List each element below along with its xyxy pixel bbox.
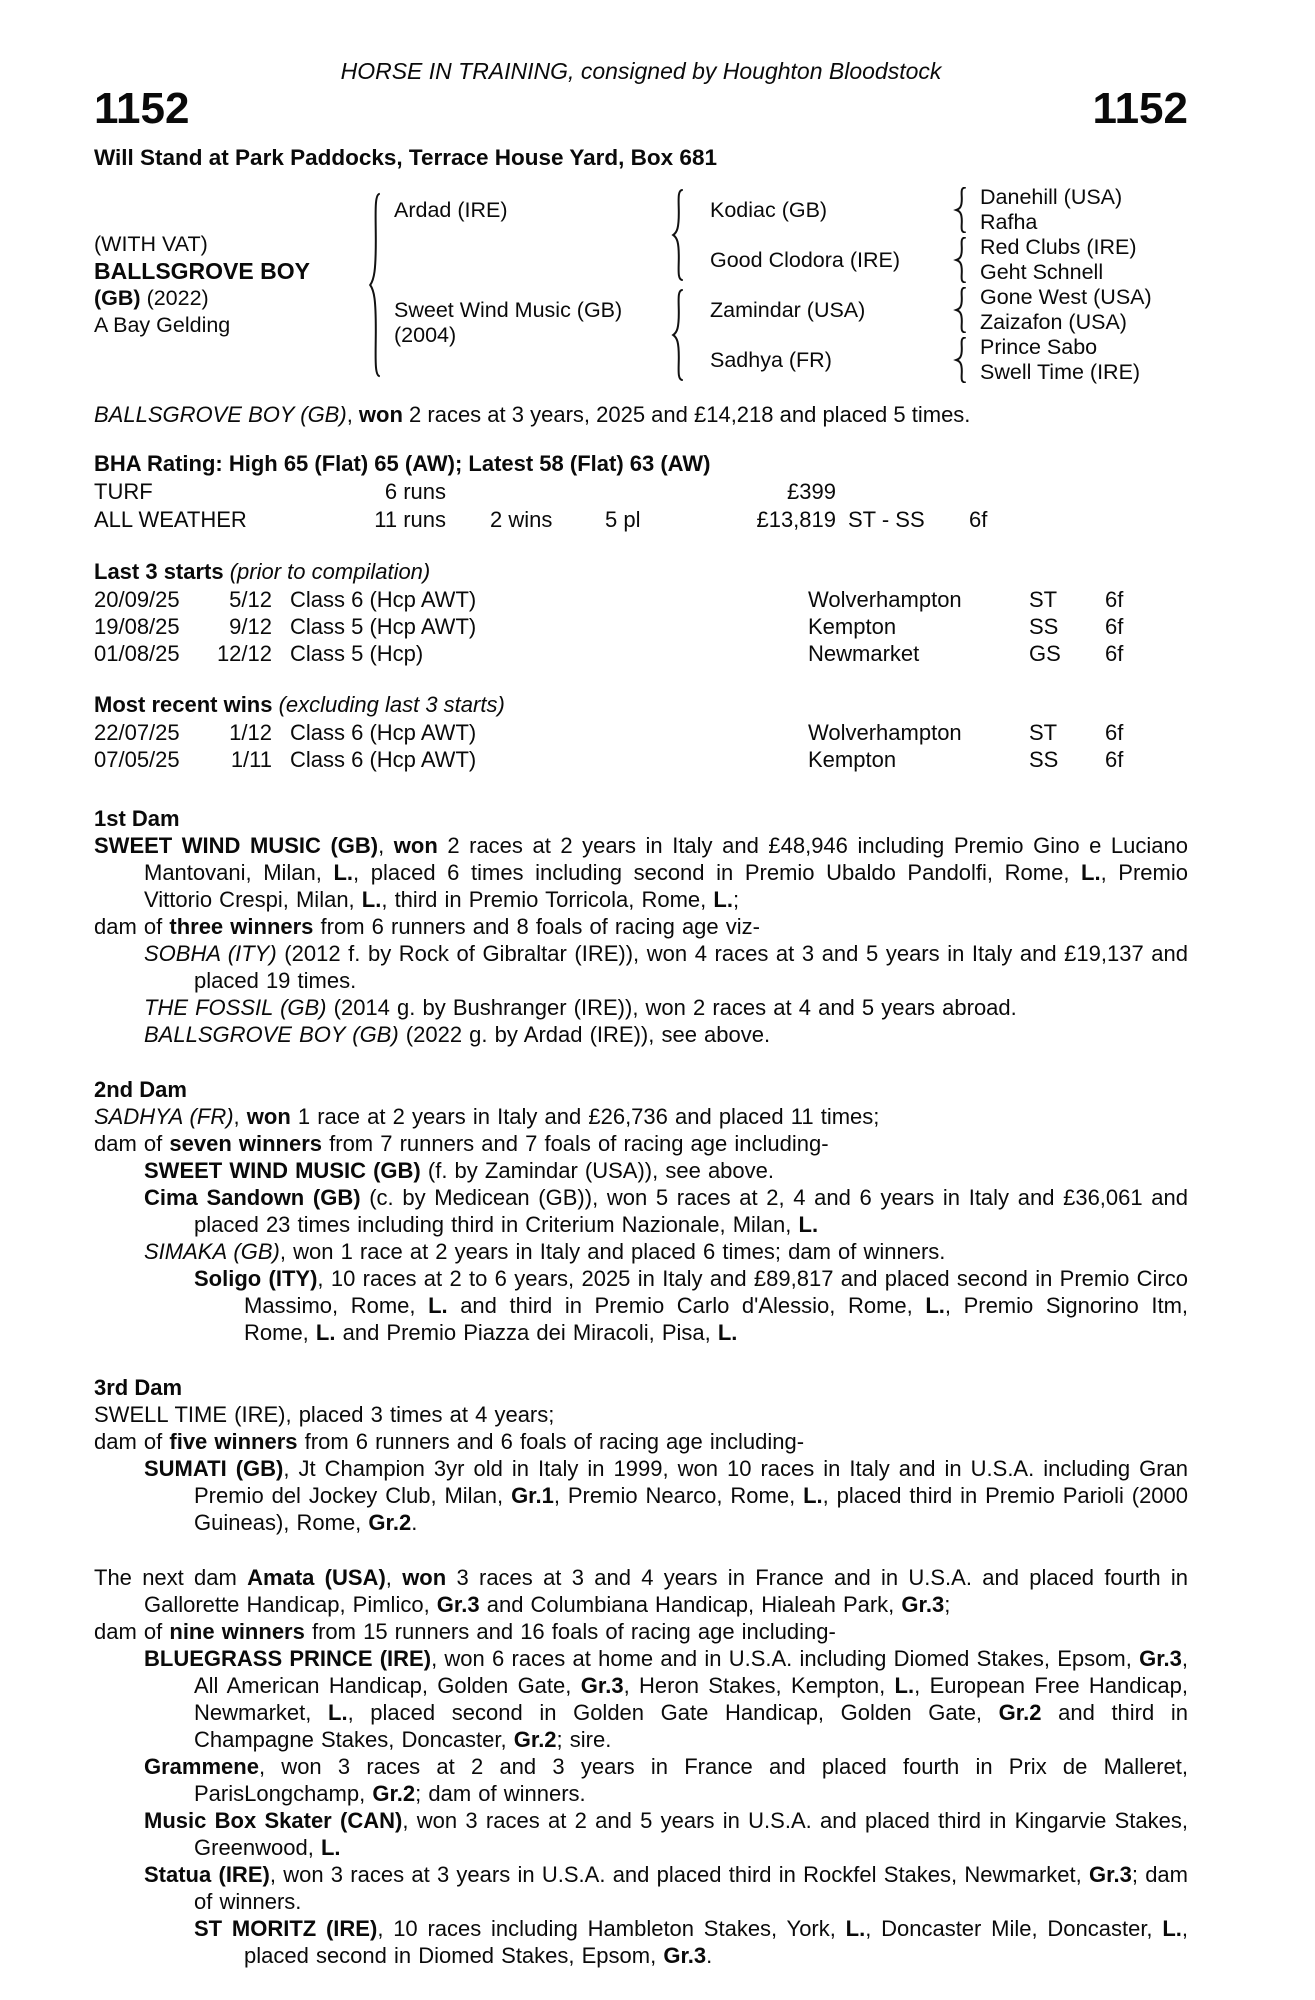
race-going: SS bbox=[1029, 614, 1059, 639]
dam-year: (2004) bbox=[394, 322, 457, 347]
pedigree-paragraph: Cima Sandown (GB) (c. by Medicean (GB)), won 5 races at 2, 4 and 6 years in Italy and £36,061 and placed 23 times including third in Criterium Nazionale, Milan, L. bbox=[144, 1185, 1188, 1237]
race-position: 1/12 bbox=[229, 720, 272, 745]
race-record-summary: BALLSGROVE BOY (GB), won 2 races at 3 years, 2025 and £14,218 and placed 5 times. bbox=[94, 402, 971, 427]
horse-suffix-year: (GB) (2022) bbox=[94, 286, 209, 310]
race-class: Class 6 (Hcp AWT) bbox=[290, 747, 477, 772]
race-class: Class 5 (Hcp) bbox=[290, 641, 424, 666]
subject-block bbox=[94, 185, 367, 385]
bha-rating-block bbox=[94, 450, 1188, 534]
most-recent-wins-table bbox=[94, 691, 1188, 773]
pedigree-paragraph: dam of five winners from 6 runners and 6 foals of racing age including- bbox=[94, 1429, 805, 1454]
first-dam-section bbox=[94, 805, 1188, 1048]
race-date: 07/05/25 bbox=[94, 747, 180, 772]
distance-value: 6f bbox=[969, 507, 988, 532]
race-going: SS bbox=[1029, 747, 1059, 772]
race-distance: 6f bbox=[1105, 747, 1124, 772]
race-position: 9/12 bbox=[229, 614, 272, 639]
pedigree-paragraph: dam of nine winners from 15 runners and 16 foals of racing age including- bbox=[94, 1619, 836, 1644]
dam-sire: Zamindar (USA) bbox=[710, 297, 866, 322]
dam-dam: Sadhya (FR) bbox=[710, 347, 832, 372]
race-course: Wolverhampton bbox=[808, 720, 962, 745]
dam-name: Sweet Wind Music (GB) bbox=[394, 297, 623, 322]
surface-label: TURF bbox=[94, 479, 153, 504]
brace-icon bbox=[367, 185, 394, 385]
pedigree-paragraph: Music Box Skater (CAN), won 3 races at 2 and 5 years in U.S.A. and placed third in Kingarvie Stakes, Greenwood, L. bbox=[144, 1808, 1188, 1860]
race-course: Wolverhampton bbox=[808, 587, 962, 612]
race-distance: 6f bbox=[1105, 720, 1124, 745]
pedigree-paragraph: THE FOSSIL (GB) (2014 g. by Bushranger (IRE)), won 2 races at 4 and 5 years abroad. bbox=[144, 995, 1017, 1020]
placed-value: 5 pl bbox=[605, 507, 641, 532]
race-class: Class 6 (Hcp AWT) bbox=[290, 720, 477, 745]
pedigree-paragraph: BALLSGROVE BOY (GB) (2022 g. by Ardad (IRE)), see above. bbox=[144, 1022, 771, 1047]
stat-row-all-weather bbox=[94, 506, 1188, 534]
lot-number-row bbox=[94, 86, 1188, 132]
race-going: ST bbox=[1029, 587, 1058, 612]
pedigree-paragraph: Soligo (ITY), 10 races at 2 to 6 years, 2025 in Italy and £89,817 and placed second in Premio Circo Massimo, Rome, L. and third in Premio Carlo d'Alessio, Rome, L., Premio Signorino Itm, Rome, L. and Premio Piazza dei Miracoli, Pisa, L. bbox=[194, 1266, 1189, 1345]
race-class: Class 6 (Hcp AWT) bbox=[290, 587, 477, 612]
last-3-starts-table bbox=[94, 558, 1188, 667]
gen3-name: Prince Sabo bbox=[980, 335, 1098, 359]
brace-icon bbox=[670, 185, 710, 285]
horse-name: BALLSGROVE BOY bbox=[94, 258, 310, 284]
pedigree-paragraph: BLUEGRASS PRINCE (IRE), won 6 races at home and in U.S.A. including Diomed Stakes, Epsom, Gr.3, All American Handicap, Golden Gate, Gr.3, Heron Stakes, Kempton, L., European Free Handicap, Newmarket, L., placed second in Golden Gate Handicap, Golden Gate, Gr.2 and third in Champagne Stakes, Doncaster, Gr.2; sire. bbox=[144, 1646, 1189, 1752]
pedigree-paragraph: SADHYA (FR), won 1 race at 2 years in Italy and £26,736 and placed 11 times; bbox=[94, 1104, 880, 1129]
race-date: 20/09/25 bbox=[94, 587, 180, 612]
bha-rating-heading: BHA Rating: High 65 (Flat) 65 (AW); Latest 58 (Flat) 63 (AW) bbox=[94, 451, 711, 476]
heading-note: (prior to compilation) bbox=[229, 559, 431, 584]
last-3-starts-heading: Last 3 starts (prior to compilation) bbox=[94, 559, 431, 584]
most-recent-wins-heading: Most recent wins (excluding last 3 starts) bbox=[94, 692, 505, 717]
race-row bbox=[94, 640, 1188, 667]
race-position: 12/12 bbox=[216, 641, 272, 666]
vat-note: (WITH VAT) bbox=[94, 232, 208, 256]
race-date: 22/07/25 bbox=[94, 720, 180, 745]
third-dam-section bbox=[94, 1374, 1188, 1536]
race-course: Kempton bbox=[808, 747, 897, 772]
horse-description: A Bay Gelding bbox=[94, 313, 231, 337]
section-heading: 3rd Dam bbox=[94, 1375, 183, 1400]
gen3-name: Swell Time (IRE) bbox=[980, 360, 1141, 384]
race-course: Kempton bbox=[808, 614, 897, 639]
pedigree-paragraph: Grammene, won 3 races at 2 and 3 years in France and placed fourth in Prix de Malleret, ParisLongchamp, Gr.2; dam of winners. bbox=[144, 1754, 1188, 1806]
pedigree-paragraph: SWELL TIME (IRE), placed 3 times at 4 years; bbox=[94, 1402, 555, 1427]
pedigree-paragraph: SWEET WIND MUSIC (GB) (f. by Zamindar (USA)), see above. bbox=[144, 1158, 774, 1183]
race-going: GS bbox=[1029, 641, 1061, 666]
race-row bbox=[94, 746, 1188, 773]
next-dam-section bbox=[94, 1564, 1188, 1969]
race-row bbox=[94, 719, 1188, 746]
brace-icon bbox=[670, 285, 710, 385]
pedigree-paragraph: dam of seven winners from 7 runners and 7 foals of racing age including- bbox=[94, 1131, 829, 1156]
prize-value: £399 bbox=[787, 479, 836, 504]
race-position: 5/12 bbox=[229, 587, 272, 612]
runs-value: 11 runs bbox=[374, 507, 446, 532]
runs-value: 6 runs bbox=[384, 479, 446, 504]
second-dam-section bbox=[94, 1076, 1188, 1346]
race-distance: 6f bbox=[1105, 641, 1124, 666]
pedigree-paragraph: SWEET WIND MUSIC (GB), won 2 races at 2 years in Italy and £48,946 including Premio Gino e Luciano Mantovani, Milan, L., placed 6 times including second in Premio Ubaldo Pandolfi, Rome, L., Premio Vittorio Crespi, Milan, L., third in Premio Torricola, Rome, L.; bbox=[94, 833, 1188, 912]
gen3-name: Rafha bbox=[980, 210, 1038, 234]
pedigree-paragraph: dam of three winners from 6 runners and 8 foals of racing age viz- bbox=[94, 914, 760, 939]
sire-name: Ardad (IRE) bbox=[394, 197, 508, 222]
race-position: 1/11 bbox=[230, 747, 272, 772]
race-date: 19/08/25 bbox=[94, 614, 180, 639]
pedigree-paragraph: ST MORITZ (IRE), 10 races including Hambleton Stakes, York, L., Doncaster Mile, Doncaster, L., placed second in Diomed Stakes, Epsom, Gr.3. bbox=[194, 1916, 1188, 1968]
stat-row-turf bbox=[94, 478, 1188, 506]
pedigree-paragraph: SIMAKA (GB), won 1 race at 2 years in Italy and placed 6 times; dam of winners. bbox=[144, 1239, 946, 1264]
brace-icon bbox=[953, 185, 980, 235]
gen3-name: Danehill (USA) bbox=[980, 185, 1123, 209]
gen3-name: Red Clubs (IRE) bbox=[980, 235, 1137, 259]
pedigree-paragraph: SOBHA (ITY) (2012 f. by Rock of Gibraltar (IRE)), won 4 races at 3 and 5 years in Italy and £19,137 and placed 19 times. bbox=[144, 941, 1189, 993]
lot-number-right: 1152 bbox=[1092, 84, 1188, 133]
race-distance: 6f bbox=[1105, 614, 1124, 639]
pedigree-table bbox=[94, 185, 1188, 385]
surface-label: ALL WEATHER bbox=[94, 507, 247, 532]
race-row bbox=[94, 586, 1188, 613]
gen3-name: Gone West (USA) bbox=[980, 285, 1152, 309]
pedigree-paragraph: Statua (IRE), won 3 races at 3 years in U.S.A. and placed third in Rockfel Stakes, Newmarket, Gr.3; dam of winners. bbox=[144, 1862, 1188, 1914]
race-distance: 6f bbox=[1105, 587, 1124, 612]
race-date: 01/08/25 bbox=[94, 641, 180, 666]
prize-value: £13,819 bbox=[756, 507, 836, 532]
race-course: Newmarket bbox=[808, 641, 920, 666]
heading-note: (excluding last 3 starts) bbox=[278, 692, 505, 717]
section-heading: 2nd Dam bbox=[94, 1077, 187, 1102]
gen3-name: Geht Schnell bbox=[980, 260, 1104, 284]
stand-location: Will Stand at Park Paddocks, Terrace House Yard, Box 681 bbox=[94, 145, 717, 170]
section-heading: 1st Dam bbox=[94, 806, 180, 831]
brace-icon bbox=[953, 285, 980, 335]
gen3-name: Zaizafon (USA) bbox=[980, 310, 1127, 334]
race-class: Class 5 (Hcp AWT) bbox=[290, 614, 477, 639]
pedigree-paragraph: SUMATI (GB), Jt Champion 3yr old in Italy in 1999, won 10 races in Italy and in U.S.A. including Gran Premio del Jockey Club, Milan, Gr.1, Premio Nearco, Rome, L., placed third in Premio Parioli (2000 Guineas), Rome, Gr.2. bbox=[144, 1456, 1189, 1535]
sire-sire: Kodiac (GB) bbox=[710, 197, 828, 222]
lot-number-left: 1152 bbox=[94, 84, 190, 133]
sire-dam: Good Clodora (IRE) bbox=[710, 247, 900, 272]
race-row bbox=[94, 613, 1188, 640]
pedigree-paragraph: The next dam Amata (USA), won 3 races at 3 and 4 years in France and in U.S.A. and placed fourth in Gallorette Handicap, Pimlico, Gr.3 and Columbiana Handicap, Hialeah Park, Gr.3; bbox=[94, 1565, 1188, 1617]
brace-icon bbox=[953, 335, 980, 385]
dam-name-block bbox=[394, 285, 670, 360]
page-title: HORSE IN TRAINING, consigned by Houghton Bloodstock bbox=[340, 58, 942, 84]
going-value: ST - SS bbox=[848, 507, 925, 532]
race-going: ST bbox=[1029, 720, 1058, 745]
wins-value: 2 wins bbox=[490, 507, 553, 532]
brace-icon bbox=[953, 235, 980, 285]
